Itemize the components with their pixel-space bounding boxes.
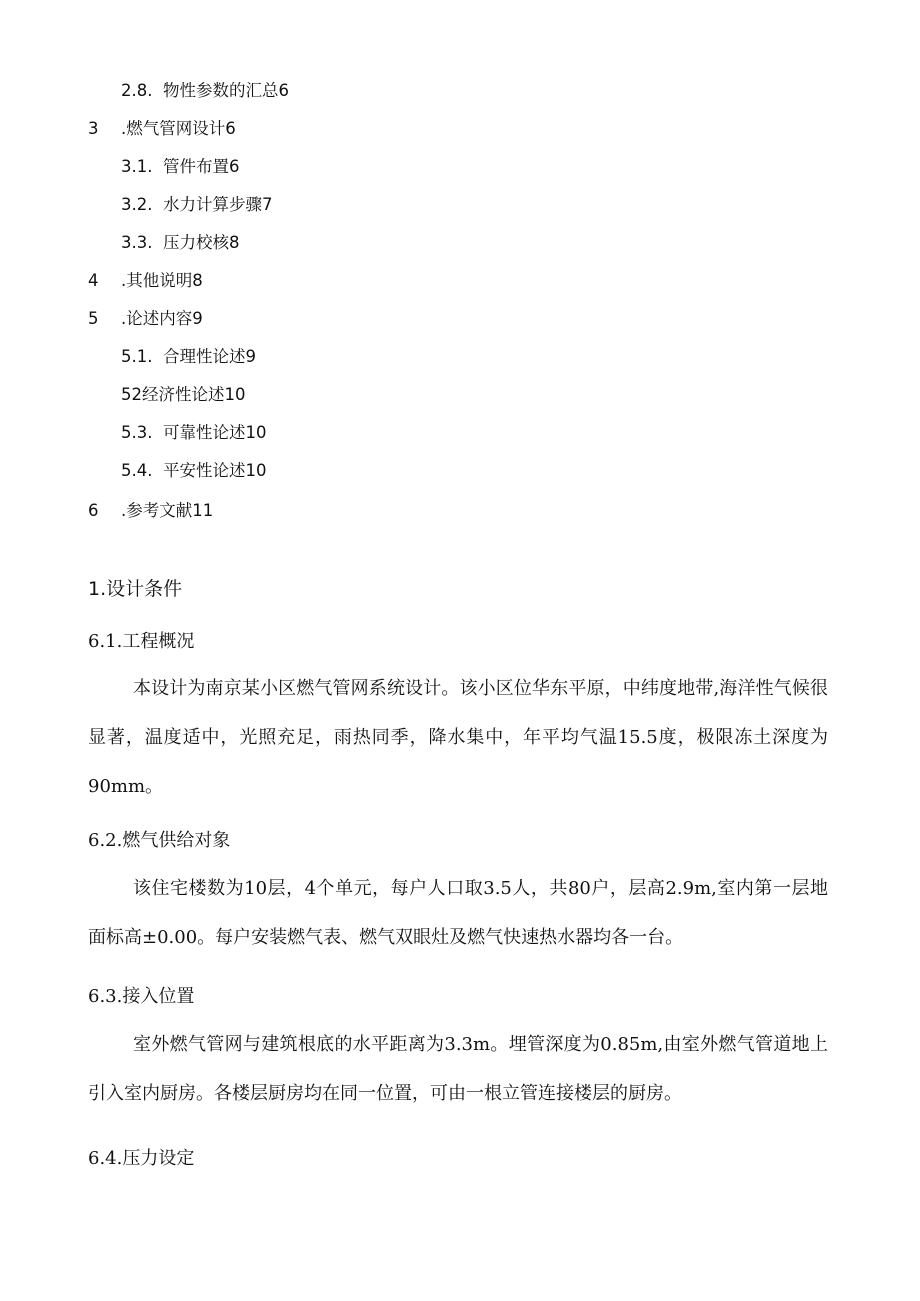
toc-entry-number: 3.2. <box>121 195 153 214</box>
toc-entry-6[interactable] <box>88 500 213 522</box>
toc-entry-3-3[interactable] <box>121 232 240 254</box>
toc-entry-5-4[interactable] <box>121 460 267 482</box>
toc-entry-5-1[interactable] <box>121 346 256 368</box>
toc-entry-title: .论述内容9 <box>121 309 203 328</box>
toc-entry-title: 水力计算步骤7 <box>163 195 273 214</box>
toc-entry-title: .参考文献11 <box>121 501 214 520</box>
toc-entry-number: 2.8. <box>121 81 153 100</box>
chapter-title: 1.设计条件 <box>88 578 183 600</box>
section-heading-gas-supply-target: 6.2.燃气供给对象 <box>88 830 231 851</box>
toc-entry-number: 5.4. <box>121 461 153 480</box>
section-paragraph-connection-position: 室外燃气管网与建筑根底的水平距离为3.3m。埋管深度为0.85m,由室外燃气管道地上引入室内厨房。各楼层厨房均在同一位置，可由一根立管连接楼层的厨房。 <box>88 1034 828 1104</box>
toc-entry-title: 可靠性论述10 <box>163 423 267 442</box>
toc-entry-title: 52经济性论述10 <box>121 385 246 404</box>
toc-entry-number: 3.1. <box>121 157 153 176</box>
toc-entry-number: 5.1. <box>121 347 153 366</box>
toc-entry-title: .其他说明8 <box>121 271 203 290</box>
toc-entry-5-3[interactable] <box>121 422 267 444</box>
toc-entry-number: 4 <box>88 271 99 290</box>
toc-entry-5-2[interactable] <box>121 384 246 406</box>
toc-entry-3-1[interactable] <box>121 156 240 178</box>
toc-entry-3[interactable] <box>88 118 236 140</box>
section-heading-connection-position: 6.3.接入位置 <box>88 986 195 1007</box>
section-paragraph-project-overview: 本设计为南京某小区燃气管网系统设计。该小区位华东平原，中纬度地带,海洋性气候很显著，温度适中，光照充足，雨热同季，降水集中，年平均气温15.5度，极限冻土深度为90mm。 <box>88 678 828 797</box>
toc-entry-number: 6 <box>88 501 99 520</box>
toc-entry-number: 5.3. <box>121 423 153 442</box>
section-heading-pressure-setting: 6.4.压力设定 <box>88 1148 195 1169</box>
toc-entry-number: 3.3. <box>121 233 153 252</box>
toc-entry-title: 合理性论述9 <box>163 347 256 366</box>
toc-entry-title: 管件布置6 <box>163 157 240 176</box>
toc-entry-3-2[interactable] <box>121 194 273 216</box>
toc-entry-number: 3 <box>88 119 99 138</box>
toc-entry-2-8[interactable] <box>121 80 289 102</box>
section-heading-project-overview: 6.1.工程概况 <box>88 631 195 652</box>
toc-entry-title: .燃气管网设计6 <box>121 119 236 138</box>
toc-entry-title: 平安性论述10 <box>163 461 267 480</box>
toc-entry-number: 5 <box>88 309 99 328</box>
toc-entry-title: 压力校核8 <box>163 233 240 252</box>
section-paragraph-gas-supply-target: 该住宅楼数为10层，4个单元，每户人口取3.5人，共80户，层高2.9m,室内第一层地面标高±0.00。每户安装燃气表、燃气双眼灶及燃气快速热水器均各一台。 <box>88 878 828 948</box>
toc-entry-4[interactable] <box>88 270 203 292</box>
toc-entry-5[interactable] <box>88 308 203 330</box>
toc-entry-title: 物性参数的汇总6 <box>163 81 289 100</box>
